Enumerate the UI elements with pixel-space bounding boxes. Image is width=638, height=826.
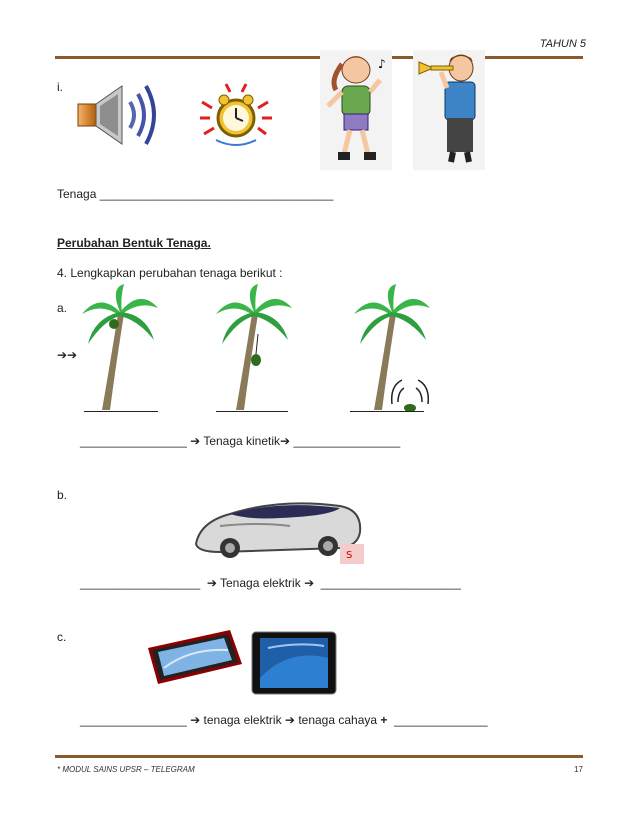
boy-trumpet-image	[413, 50, 485, 170]
palm-tree-1-image	[80, 284, 160, 412]
arrow-icon: ➔	[280, 434, 291, 448]
part-a-blank-2[interactable]	[216, 411, 288, 412]
svg-text:♪: ♪	[378, 57, 386, 71]
energy-prompt-row	[57, 187, 333, 201]
speaker-image	[72, 82, 162, 148]
arrow-icon: ➔	[206, 576, 217, 590]
part-a-energy-row	[80, 434, 400, 448]
arrow-icon: ➔	[284, 713, 295, 727]
part-a-blank-3[interactable]	[350, 411, 424, 412]
section-i-label: i.	[57, 80, 63, 94]
svg-text:S: S	[346, 550, 353, 561]
part-a-answer-right[interactable]: ________________	[293, 434, 401, 448]
part-a-answer-left[interactable]: ________________	[80, 434, 187, 448]
part-a-label: a.	[57, 301, 68, 315]
part-b-middle-text: Tenaga elektrik	[220, 576, 301, 590]
header-label: TAHUN 5	[539, 38, 586, 50]
part-c-answer-left[interactable]: ________________	[80, 713, 187, 727]
question-text: 4. Lengkapkan perubahan tenaga berikut :	[57, 266, 283, 280]
part-a-middle-text: Tenaga kinetik	[203, 434, 281, 448]
alarm-clock-image	[196, 78, 276, 150]
part-b-label: b.	[57, 488, 68, 502]
palm-tree-3-image	[352, 284, 438, 412]
energy-answer-blank[interactable]: ___________________________________	[99, 187, 334, 201]
part-b-answer-right[interactable]: _____________________	[320, 576, 461, 590]
tablet-red-image	[140, 628, 244, 686]
section-heading: Perubahan Bentuk Tenaga.	[57, 236, 211, 250]
header-rule	[55, 56, 583, 59]
part-c-label: c.	[57, 630, 67, 644]
part-a-arrows: ➔➔	[57, 348, 78, 362]
arrow-icon: ➔	[190, 434, 201, 448]
girl-whistle-image	[320, 50, 392, 170]
plus-sign: +	[380, 713, 388, 727]
solar-car-image	[190, 492, 366, 566]
footer-rule	[55, 755, 583, 758]
part-b-answer-left[interactable]: __________________	[80, 576, 201, 590]
energy-prompt-label: Tenaga	[57, 187, 97, 201]
part-c-middle-text-2: tenaga cahaya	[298, 713, 378, 727]
arrow-icon: ➔	[190, 713, 201, 727]
arrow-icon: ➔	[304, 576, 315, 590]
part-b-energy-row	[80, 576, 461, 590]
tablet-black-image	[248, 628, 340, 698]
part-c-middle-text-1: tenaga elektrik	[203, 713, 282, 727]
part-a-blank-1[interactable]	[84, 411, 158, 412]
page-number: 17	[574, 765, 583, 774]
part-c-answer-right[interactable]: ______________	[394, 713, 488, 727]
palm-tree-2-image	[214, 284, 294, 412]
footer-left: * MODUL SAINS UPSR – TELEGRAM	[57, 765, 195, 774]
part-c-energy-row	[80, 713, 488, 727]
